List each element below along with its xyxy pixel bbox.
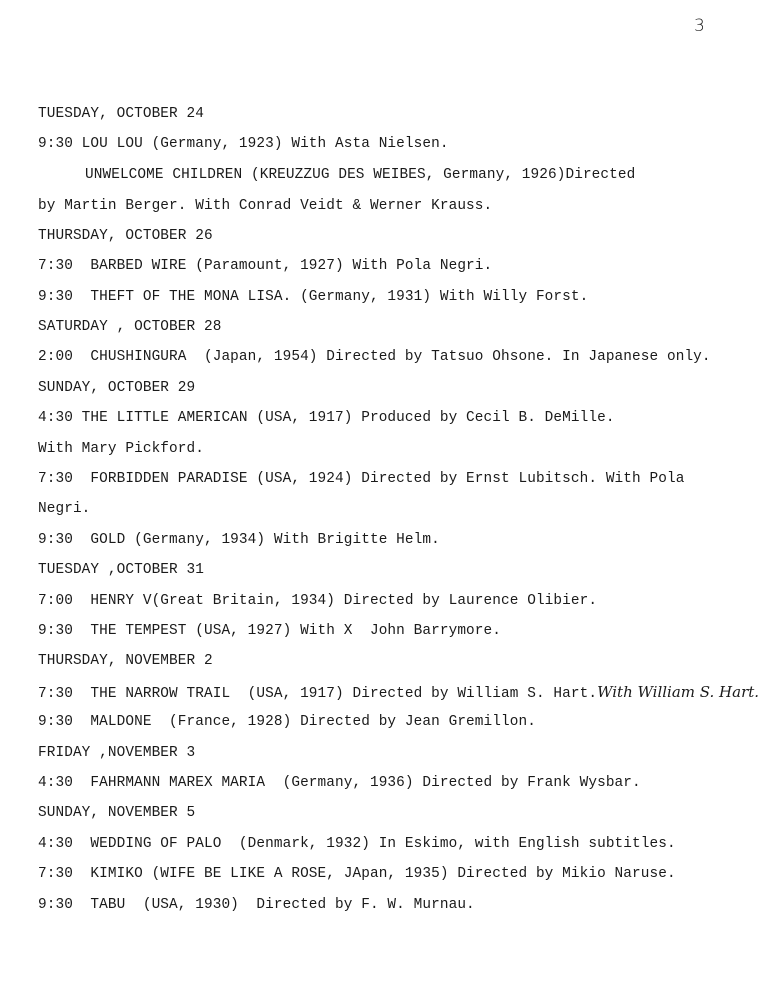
date-heading: TUESDAY ,OCTOBER 31 xyxy=(38,562,204,578)
screening-entry: 2:00 CHUSHINGURA (Japan, 1954) Directed by Tatsuo Ohsone. In Japanese only. xyxy=(38,349,711,365)
date-heading: SUNDAY, NOVEMBER 5 xyxy=(38,805,196,821)
screening-entry: 4:30 THE LITTLE AMERICAN (USA, 1917) Produced by Cecil B. DeMille. xyxy=(38,410,615,426)
screening-entry-continuation: by Martin Berger. With Conrad Veidt & Werner Krauss. xyxy=(38,198,493,214)
screening-entry-text: 7:30 THE NARROW TRAIL (USA, 1917) Directed by William S. Hart. xyxy=(38,686,598,702)
handwritten-note: With William S. Hart. xyxy=(597,683,760,701)
screening-entry: 4:30 FAHRMANN MAREX MARIA (Germany, 1936) Directed by Frank Wysbar. xyxy=(38,775,641,791)
date-heading: FRIDAY ,NOVEMBER 3 xyxy=(38,745,196,761)
date-heading: SUNDAY, OCTOBER 29 xyxy=(38,380,196,396)
date-heading: THURSDAY, OCTOBER 26 xyxy=(38,228,213,244)
date-heading: TUESDAY, OCTOBER 24 xyxy=(38,106,204,122)
screening-entry xyxy=(38,683,759,703)
screening-entry: 9:30 GOLD (Germany, 1934) With Brigitte Helm. xyxy=(38,532,440,548)
screening-entry-continuation: Negri. xyxy=(38,501,91,517)
screening-entry: 9:30 LOU LOU (Germany, 1923) With Asta Nielsen. xyxy=(38,136,449,152)
screening-entry-continuation: With Mary Pickford. xyxy=(38,441,204,457)
screening-entry: 9:30 MALDONE (France, 1928) Directed by Jean Gremillon. xyxy=(38,714,536,730)
screening-entry: 7:30 BARBED WIRE (Paramount, 1927) With Pola Negri. xyxy=(38,258,493,274)
screening-entry: 7:00 HENRY V(Great Britain, 1934) Directed by Laurence Olibier. xyxy=(38,593,598,609)
page-number: 3 xyxy=(694,16,705,36)
screening-entry: 7:30 FORBIDDEN PARADISE (USA, 1924) Directed by Ernst Lubitsch. With Pola xyxy=(38,471,685,487)
screening-entry: 9:30 TABU (USA, 1930) Directed by F. W. Murnau. xyxy=(38,897,475,913)
screening-entry: 4:30 WEDDING OF PALO (Denmark, 1932) In Eskimo, with English subtitles. xyxy=(38,836,676,852)
date-heading: THURSDAY, NOVEMBER 2 xyxy=(38,653,213,669)
date-heading: SATURDAY , OCTOBER 28 xyxy=(38,319,222,335)
screening-entry: 7:30 KIMIKO (WIFE BE LIKE A ROSE, JApan, 1935) Directed by Mikio Naruse. xyxy=(38,866,676,882)
screening-entry: 9:30 THE TEMPEST (USA, 1927) With X John Barrymore. xyxy=(38,623,501,639)
screening-entry: UNWELCOME CHILDREN (KREUZZUG DES WEIBES, Germany, 1926)Directed xyxy=(85,167,636,183)
screening-entry: 9:30 THEFT OF THE MONA LISA. (Germany, 1931) With Willy Forst. xyxy=(38,289,589,305)
